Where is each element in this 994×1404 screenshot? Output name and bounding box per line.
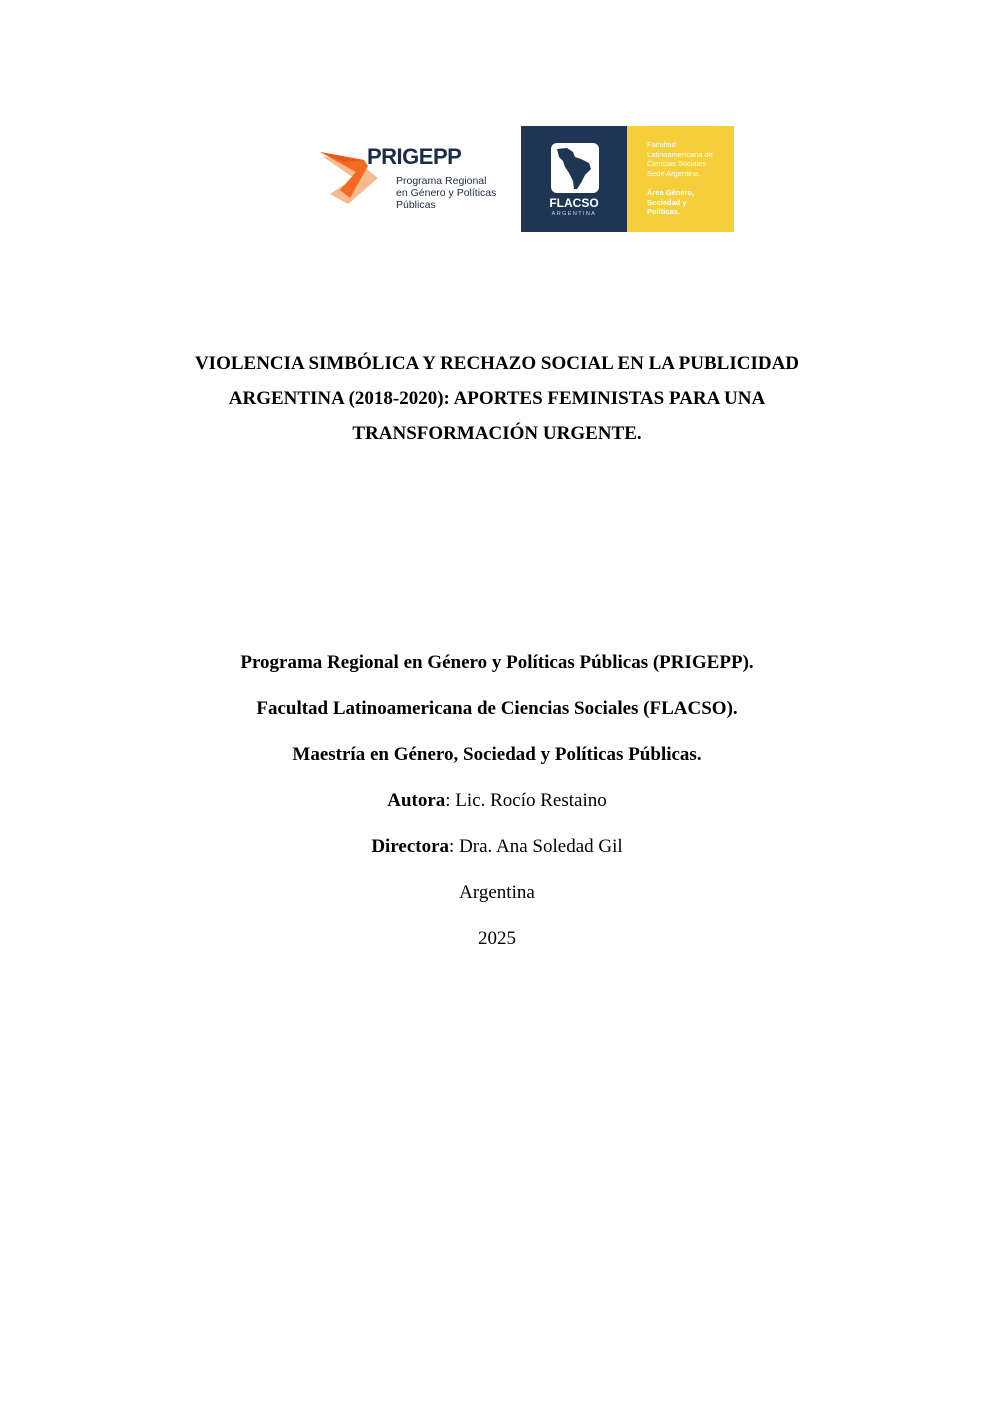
author-label: Autora bbox=[387, 790, 446, 811]
latin-america-map-icon bbox=[551, 143, 599, 193]
director-line bbox=[100, 835, 894, 859]
flacso-emblem bbox=[521, 126, 627, 232]
flacso-faculty-text: Facultad Latinoamericana de Ciencias Sociales Sede Argentina. bbox=[647, 140, 713, 178]
director-value: : Dra. Ana Soledad Gil bbox=[449, 836, 623, 857]
faculty-name: Facultad Latinoamericana de Ciencias Sociales (FLACSO). bbox=[256, 698, 738, 719]
flacso-wordmark: FLACSO bbox=[549, 196, 599, 210]
prigepp-wordmark: PRIGEPP bbox=[367, 144, 462, 169]
country: Argentina bbox=[459, 882, 535, 903]
director-label: Directora bbox=[371, 836, 450, 857]
author-line bbox=[100, 789, 894, 813]
document-title bbox=[150, 346, 844, 451]
prigepp-logo bbox=[320, 140, 500, 220]
title-line: VIOLENCIA SIMBÓLICA Y RECHAZO SOCIAL EN LA PUBLICIDAD bbox=[194, 353, 800, 374]
flacso-logo bbox=[521, 126, 734, 232]
program-name: Programa Regional en Género y Políticas Públicas (PRIGEPP). bbox=[240, 652, 754, 673]
degree-name: Maestría en Género, Sociedad y Políticas Públicas. bbox=[292, 744, 702, 765]
author-value: : Lic. Rocío Restaino bbox=[445, 790, 607, 811]
prigepp-subtitle: Programa Regional en Género y Políticas Públicas bbox=[396, 175, 497, 211]
flacso-area-text: Área Género, Sociedad y Políticas. bbox=[647, 188, 695, 216]
flacso-text-panel bbox=[627, 126, 734, 232]
flacso-country: ARGENTINA bbox=[551, 211, 597, 217]
title-line: ARGENTINA (2018-2020): APORTES FEMINISTAS PARA UNA bbox=[228, 388, 766, 409]
title-line: TRANSFORMACIÓN URGENTE. bbox=[352, 423, 642, 444]
year: 2025 bbox=[478, 928, 516, 949]
